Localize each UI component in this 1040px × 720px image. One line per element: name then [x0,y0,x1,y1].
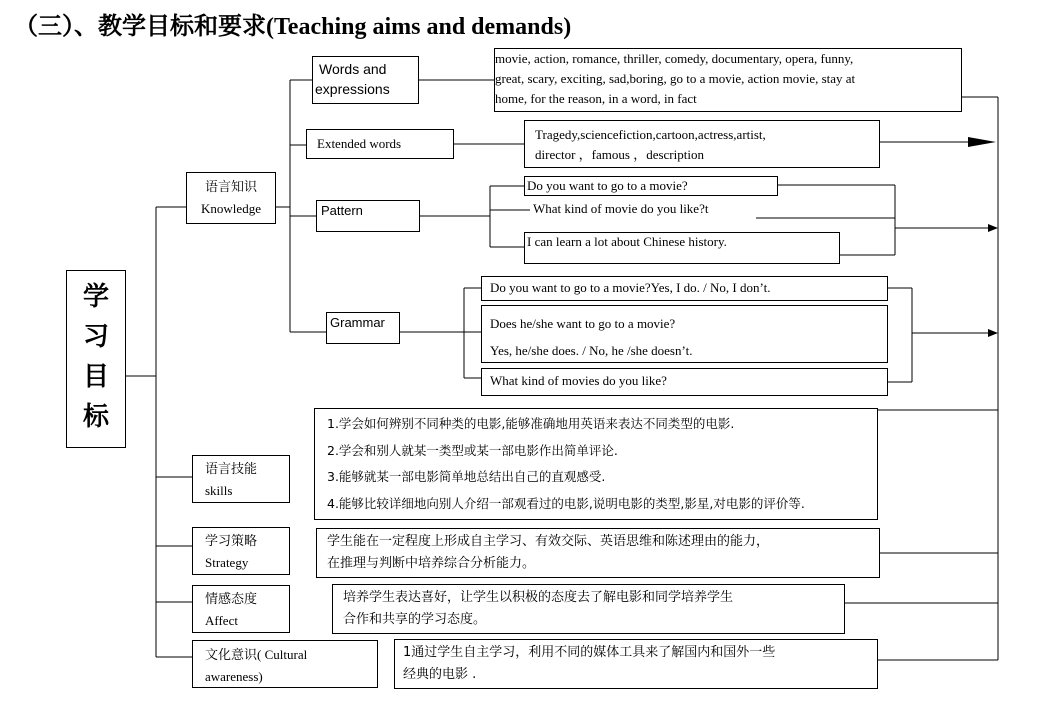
strategy-label-zh: 学习策略 [205,534,258,549]
strategy-label-en: Strategy [205,555,249,570]
grammar-box-1 [481,276,888,301]
root-node [66,270,126,448]
category-skills [192,455,290,503]
root-char-1: 学 [82,282,109,312]
grammar-line-2b: Yes, he/she does. / No, he /she doesn’t. [490,343,693,358]
words-line-1: movie, action, romance, thriller, comedy, documentary, opera, funny, [495,51,854,66]
affect-line-2: 合作和共享的学习态度。 [343,612,487,627]
extended-label: Extended words [317,136,402,151]
category-strategy [192,527,290,575]
arrow-grammar-head [988,329,998,337]
grammar-box-3 [481,368,888,396]
extended-line-2: director ，famous ，description [535,147,704,162]
pattern-line-3: I can learn a lot about Chinese history. [527,234,727,249]
title-en: (Teaching aims and demands) [266,14,572,40]
skills-label-zh: 语言技能 [205,462,258,477]
culture-content-box [394,639,878,689]
skills-line-4: 4.能够比较详细地向别人介绍一部观看过的电影,说明电影的类型,影星,对电影的评价等. [327,495,805,511]
grammar-label: Grammar [330,315,385,330]
grammar-line-3: What kind of movies do you like? [490,373,667,388]
strategy-line-2: 在推理与判断中培养综合分析能力。 [327,556,536,571]
culture-label-zh: 文化意识 [205,648,258,663]
category-knowledge [186,172,276,224]
grammar-box-2 [481,305,888,363]
skills-content-box [314,408,878,520]
affect-line-1: 培养学生表达喜好，让学生以积极的态度去了解电影和同学培养学生 [343,590,734,605]
pattern-line-2: What kind of movie do you like?t [533,201,709,216]
item-words-expressions [312,56,419,104]
words-content-box [494,48,962,112]
words-label-a: Words and [319,61,387,77]
item-grammar [326,312,400,344]
extended-content-box [524,120,880,168]
title-zh: （三）、教学目标和要求 [14,12,266,40]
category-affect [192,585,290,633]
culture-line-1: 1通过学生自主学习，利用不同的媒体工具来了解国内和国外一些 [403,645,776,660]
category-culture [192,640,378,688]
skills-line-1: 1.学会如何辨别不同种类的电影,能够准确地用英语来表达不同类型的电影. [327,416,735,431]
page-title [14,6,571,41]
grammar-line-1: Do you want to go to a movie?Yes, I do. / No, I don’t. [490,280,771,295]
words-label-b: expressions [315,81,390,97]
words-line-3: home, for the reason, in a word, in fact [495,91,697,106]
item-extended-words [306,129,454,159]
affect-label-zh: 情感态度 [205,592,258,607]
pattern-box-1 [524,176,778,196]
culture-label-en-a: ( Cultural [257,647,308,662]
root-char-4: 标 [82,402,109,432]
skills-line-3: 3.能够就某一部电影简单地总结出自己的直观感受. [327,469,606,484]
root-char-3: 目 [82,362,109,392]
grammar-line-2a: Does he/she want to go to a movie? [490,316,676,331]
extended-line-1: Tragedy,sciencefiction,cartoon,actress,artist, [535,127,766,142]
arrow-extended-head [968,137,996,147]
skills-line-2: 2.学会和别人就某一类型或某一部电影作出简单评论. [327,442,618,458]
pattern-label: Pattern [321,203,363,218]
affect-label-en: Affect [205,613,238,628]
strategy-content-box [316,528,880,578]
knowledge-label-en: Knowledge [201,201,261,216]
culture-line-2: 经典的电影 . [403,667,477,682]
words-line-2: great, scary, exciting, sad,boring, go to a movie, action movie, stay at [495,71,856,86]
pattern-box-3 [524,232,840,264]
knowledge-label-zh: 语言知识 [204,180,257,195]
pattern-line-1: Do you want to go to a movie? [527,178,688,193]
item-pattern [316,200,420,232]
root-char-2: 习 [82,322,109,352]
affect-content-box [332,584,845,634]
culture-label-en-b: awareness) [205,669,263,684]
arrow-pattern-head [988,224,998,232]
skills-label-en: skills [205,483,233,498]
strategy-line-1: 学生能在一定程度上形成自主学习、有效交际、英语思维和陈述理由的能力， [327,534,770,549]
